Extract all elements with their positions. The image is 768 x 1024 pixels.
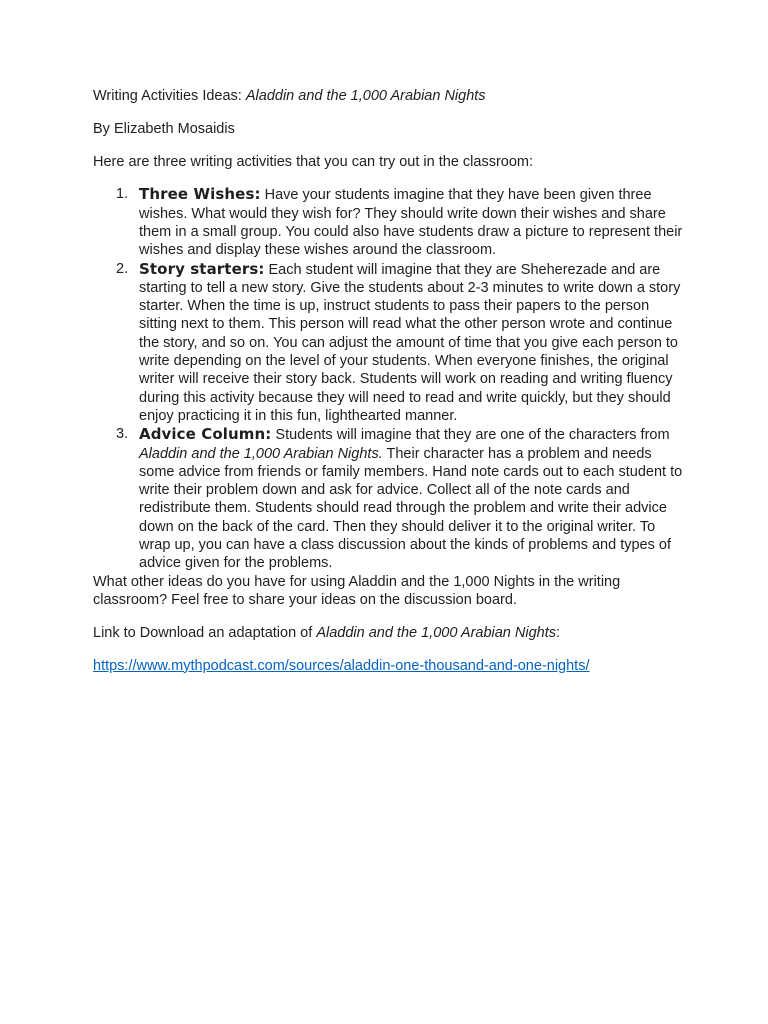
list-number: 3. [116, 426, 129, 443]
closing-paragraph: What other ideas do you have for using Aladdin and the 1,000 Nights in the writing classroom? Feel free to share your ideas on the discussion board. [93, 573, 621, 608]
download-link[interactable]: https://www.mythpodcast.com/sources/aladdin-one-thousand-and-one-nights/ [93, 657, 590, 674]
list-item [93, 425, 683, 572]
activity-text-continued: Their character has a problem and needs some advice from friends or family members. Hand note cards out to each student to write their problem down and ask for advice. Collect all of the note cards and redistribute them. Students should read through the problem and write their advice down on the back of the card. Then they should deliver it to the original writer. To wrap up, you can have a class discussion about the kinds of problems and types of advice given for the problems. [139, 445, 683, 572]
activity-heading: Story starters: [139, 259, 265, 278]
activity-text: Each student will imagine that they are Sheherezade and are starting to tell a new story. Give the students about 2-3 minutes to write down a story starter. When the time is up, instruct students to pass their papers to the person sitting next to them. This person will read what the other person wrote and continue the story, and so on. You can adjust the amount of time that you give each person to write depending on the level of your students. When everyone finishes, the original writer will receive their story back. Students will work on reading and writing fluency during this activity because they will need to read and write quickly, but they should enjoy practicing it in this fun, lighthearted manner. [139, 261, 681, 424]
activity-heading: Advice Column: [139, 425, 272, 444]
activity-book-name: Aladdin and the 1,000 Arabian Nights. [139, 445, 383, 462]
title-book-name: Aladdin and the 1,000 Arabian Nights [245, 88, 486, 104]
document-title [93, 87, 683, 105]
link-label-book-name: Aladdin and the 1,000 Arabian Nights [316, 624, 557, 641]
activities-list [93, 185, 683, 572]
link-label-prefix: Link to Download an adaptation of [93, 624, 317, 641]
download-link-label [93, 624, 683, 642]
download-link-line [93, 657, 683, 675]
link-label-suffix: : [556, 624, 561, 641]
activity-heading: Three Wishes: [139, 185, 261, 204]
activity-text: Students will imagine that they are one of the characters from [271, 427, 670, 444]
activity-text: Have your students imagine that they have been given three wishes. What would they wish for? They should write down their wishes and share them in a small group. You could also have students draw a picture to represent their wishes and display these wishes around the classroom. [139, 187, 683, 259]
document-body [93, 87, 683, 675]
list-item [93, 260, 683, 426]
author-byline: By Elizabeth Mosaidis [93, 120, 235, 137]
list-number: 1. [116, 186, 129, 203]
list-item [93, 185, 683, 259]
title-prefix: Writing Activities Ideas: [93, 88, 246, 104]
intro-paragraph: Here are three writing activities that you can try out in the classroom: [93, 153, 534, 170]
list-number: 2. [116, 260, 129, 277]
